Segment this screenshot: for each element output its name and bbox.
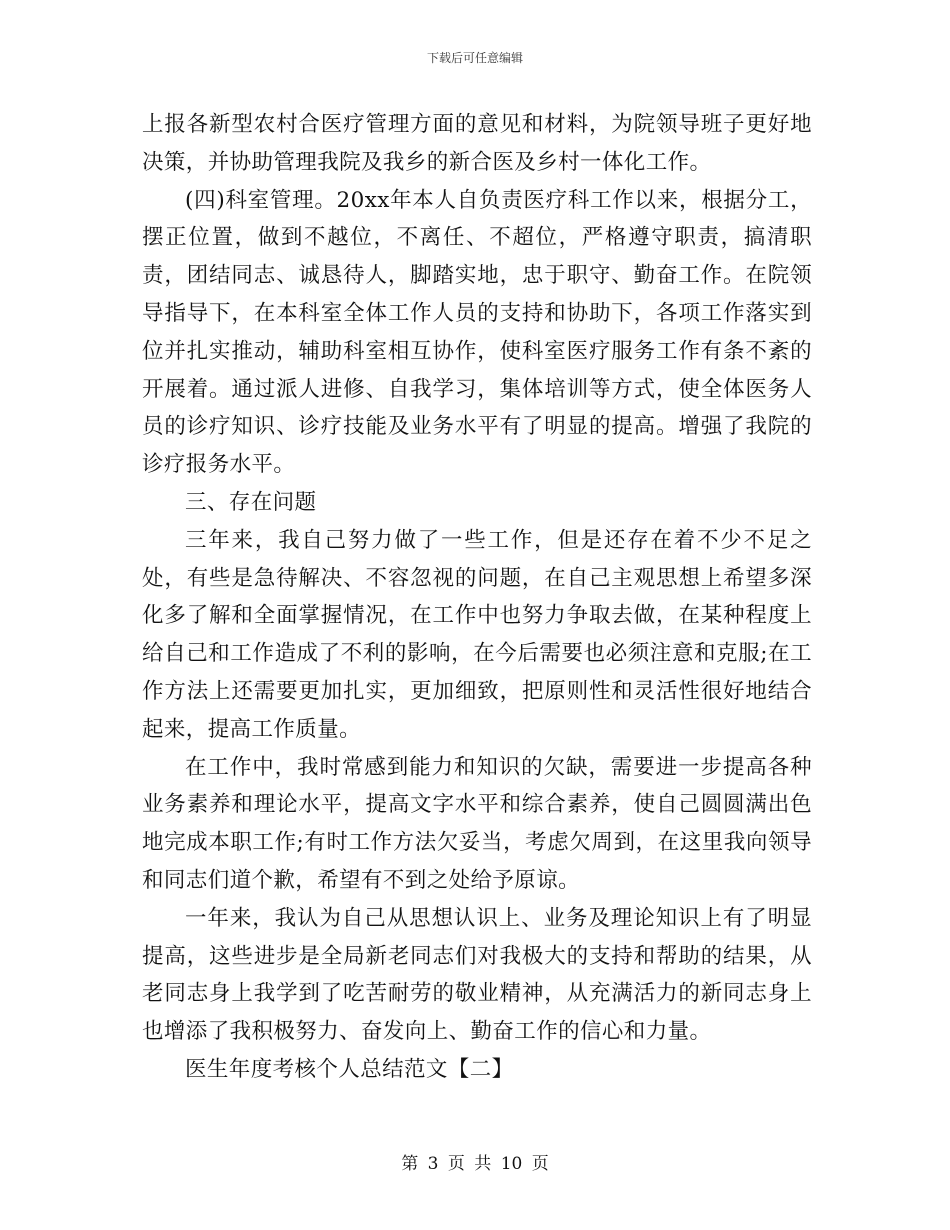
section-heading: 三、存在问题 <box>185 489 317 515</box>
paragraph: (四)科室管理。20xx年本人自负责医疗科工作以来，根据分工，摆正位置，做到不越位，不离任、不超位，严格遵守职责，搞清职责，团结同志、诚恳待人，脚踏实地，忠于职守、勤奋工作。在院领导指导下，在本科室全体工作人员的支持和协助下，各项工作落实到位并扎实推动，辅助科室相互协作，使科室医疗服务工作有条不紊的开展着。通过派人进修、自我学习，集体培训等方式，使全体医务人员的诊疗知识、诊疗技能及业务水平有了明显的提高。增强了我院的诊疗报务水平。 <box>142 187 812 478</box>
section-heading: 医生年度考核个人总结范文【二】 <box>185 1056 514 1082</box>
document-body <box>142 106 812 1089</box>
paragraph: 上报各新型农村合医疗管理方面的意见和材料，为院领导班子更好地决策，并协助管理我院及我乡的新合医及乡村一体化工作。 <box>142 112 812 175</box>
page-footer: 第 3 页 共 10 页 <box>401 1154 549 1174</box>
paragraph: 三年来，我自己努力做了一些工作，但是还存在着不少不足之处，有些是急待解决、不容忽视的问题，在自己主观思想上希望多深化多了解和全面掌握情况，在工作中也努力争取去做，在某种程度上给自己和工作造成了不利的影响，在今后需要也必须注意和克服;在工作方法上还需要更加扎实，更加细致，把原则性和灵活性很好地结合起来，提高工作质量。 <box>142 527 812 742</box>
paragraph: 一年来，我认为自己从思想认识上、业务及理论知识上有了明显提高，这些进步是全局新老同志们对我极大的支持和帮助的结果，从老同志身上我学到了吃苦耐劳的敬业精神，从充满活力的新同志身上也增添了我积极努力、奋发向上、勤奋工作的信心和力量。 <box>142 905 812 1045</box>
paragraph: 在工作中，我时常感到能力和知识的欠缺，需要进一步提高各种业务素养和理论水平，提高文字水平和综合素养，使自己圆圆满出色地完成本职工作;有时工作方法欠妥当，考虑欠周到，在这里我向领导和同志们道个歉，希望有不到之处给予原谅。 <box>142 754 812 893</box>
page-header: 下载后可任意编辑 <box>426 51 523 65</box>
